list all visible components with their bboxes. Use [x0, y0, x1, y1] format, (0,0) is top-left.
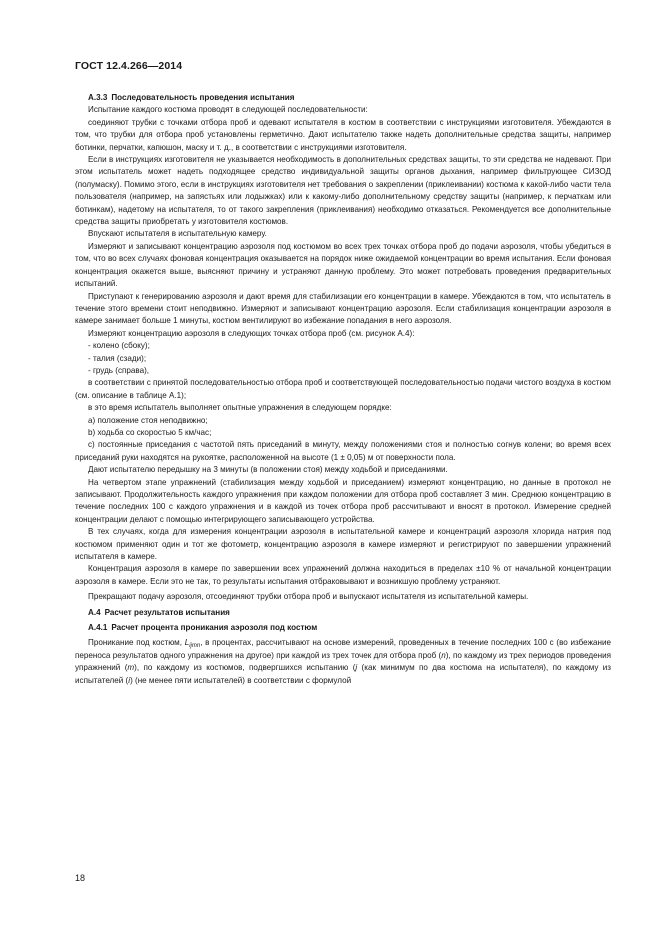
paragraph: Измеряют концентрацию аэрозоля в следующих точках отбора проб (см. рисунок А.4):	[88, 328, 415, 338]
page-content	[75, 92, 611, 687]
paragraph: В тех случаях, когда для измерения концентрации аэрозоля в испытательной камере и концентраций аэрозоля хлорида натрия под костюмом применяют один и тот же фотометр, концентрацию аэрозоля в камере измеряют и регистрируют по завершении упражнений испытателя в камере.	[75, 527, 611, 562]
paragraph: c) постоянные приседания с частотой пять приседаний в минуту, между положениями стоя и полностью согнув колени; во время всех приседаний руки находятся на рукоятке, расположенной на высоте (1 ± 0,05) м от поверхности пола.	[75, 440, 611, 462]
paragraph: Концентрация аэрозоля в камере по завершении всех упражнений должна находиться в пределах ±10 % от начальной концентрации аэрозоля в камере. Если это не так, то результаты испытания отбраковывают и возникшую проблему устраняют.	[75, 564, 611, 586]
list-item: - колено (сбоку);	[88, 341, 150, 351]
paragraph: Дают испытателю передышку на 3 минуты (в положении стоя) между ходьбой и приседаниями.	[88, 465, 448, 475]
paragraph: Приступают к генерированию аэрозоля и дают время для стабилизации его концентрации в камере. Убеждаются в том, что испытатель в течение этого времени стоит неподвижно. Измеряют и записывают концентрацию аэрозоля. Если стабилизация концентрации аэрозоля в камере занимает больше 1 минуты, костюм вентилируют во избежание попадания в него аэрозоля.	[75, 291, 611, 326]
section-heading-a33: А.3.3 Последовательность проведения испытания	[88, 93, 295, 102]
paragraph: Измеряют и записывают концентрацию аэрозоля под костюмом во всех трех точках отбора проб до подачи аэрозоля, чтобы убедиться в том, что во всех случаях фоновая концентрация оказывается на порядок ниже ожидаемой концентрации во время испытания. Если фоновая концентрация окажется выше, выясняют причину и устраняют данную проблему. Это может потребовать проведения предварительных испытаний.	[75, 241, 611, 289]
symbol-l: L	[184, 638, 190, 648]
list-item: b) ходьба со скоростью 5 км/час;	[88, 427, 212, 437]
list-item: - грудь (справа),	[88, 365, 150, 375]
list-item: - талия (сзади);	[88, 353, 147, 363]
paragraph: соединяют трубки с точками отбора проб и одевают испытателя в костюм в соответствии с инструкциями изготовителя. Убеждаются в том, что трубки для отбора проб установлены герметично. Дают испытателю также надеть дополнительные средства защиты, например ботинки, перчатки, капюшон, маску и т. д., в соответствии с инструкциями изготовителя.	[75, 117, 611, 152]
document-header: ГОСТ 12.4.266—2014	[75, 60, 183, 72]
symbol-subscript: ijmn	[189, 643, 201, 650]
paragraph: Если в инструкциях изготовителя не указывается необходимость в дополнительных средствах защиты, то эти средства не надевают. При этом испытатель может надеть подходящее средство индивидуальной защиты органов дыхания, например фильтрующее СИЗОД (полумаску). Помимо этого, если в инструкциях изготовителя нет требования о закреплении (приклеивании) костюма к какой-либо части тела пользователя (например, на запястьях или лодыжках) или к какому-либо дополнительному средству защиты (например, к перчаткам или ботинкам), надетому на испытателя, то от такого закрепления (приклеивания) необходимо отказаться. Рекомендуется все дополнительные средства защиты приобретать у изготовителя костюмов.	[75, 155, 611, 227]
paragraph: Впускают испытателя в испытательную камеру.	[88, 229, 267, 239]
section-heading-a41: А.4.1 Расчет процента проникания аэрозоля под костюм	[88, 623, 318, 633]
paragraph: На четвертом этапе упражнений (стабилизация между ходьбой и приседанием) измеряют концентрацию, но данные в протокол не записывают. Продолжительность каждого упражнения при каждом положении для отбора проб составляет 3 мин. Среднюю концентрацию в течение последних 100 с каждого упражнения и в каждой из точек отбора проб рассчитывают и вносят в протокол. Измерение средней концентрации делают с помощью интегрирующего записывающего устройства.	[75, 477, 611, 524]
list-item: a) положение стоя неподвижно;	[88, 415, 208, 425]
section-heading-a4: А.4 Расчет результатов испытания	[88, 607, 230, 617]
page-number: 18	[75, 873, 86, 883]
paragraph: в это время испытатель выполняет опытные упражнения в следующем порядке:	[88, 403, 392, 413]
paragraph: Испытание каждого костюма проводят в следующей последовательности:	[88, 105, 368, 115]
paragraph: Прекращают подачу аэрозоля, отсоединяют трубки отбора проб и выпускают испытателя из испытательной камеры.	[88, 592, 529, 602]
paragraph-formula-intro: Проникание под костюм, $L_{ijmn}$, в процентах, рассчитывают на основе измерений, проведенных в течение последних 100 с (во избежание переноса результатов одного упражнения на другое) при каждой из трех точек для отбора проб (n), по каждому из трех периодов проведения упражнений (m), по каждому из костюмов, подвергшихся испытанию (j (как минимум по два костюма на испытателя), по каждому из испытателей (i) (не менее пяти испытателей) в соответствии с формулой	[75, 638, 612, 685]
paragraph: в соответствии с принятой последовательностью отбора проб и соответствующей последовательностью подачи чистого воздуха в костюм (см. описание в таблице А.1);	[75, 378, 611, 400]
